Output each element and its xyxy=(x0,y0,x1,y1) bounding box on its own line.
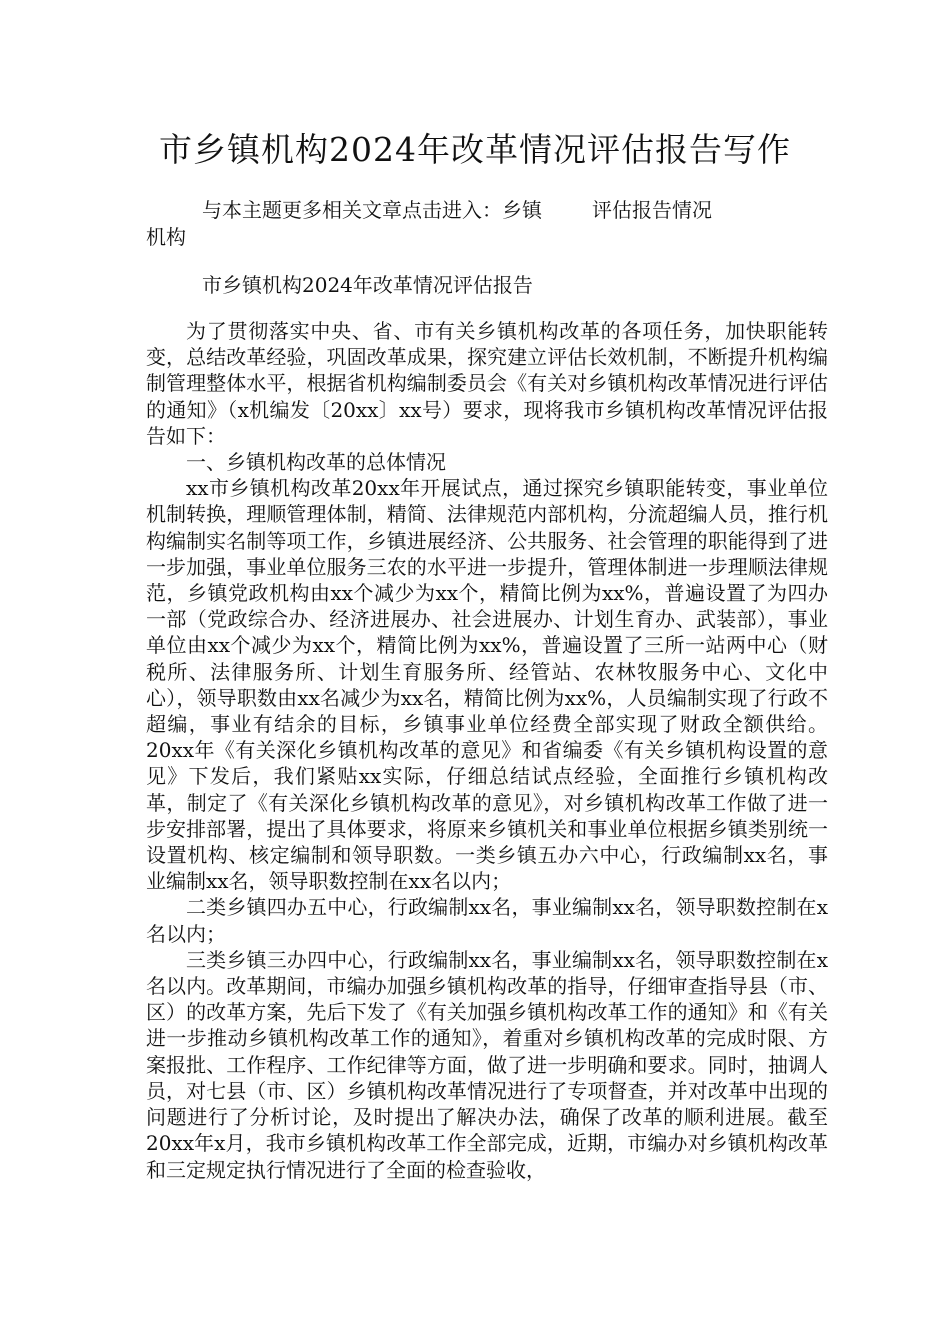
related-line xyxy=(146,197,826,224)
paragraph-intro: 为了贯彻落实中央、省、市有关乡镇机构改革的各项任务，加快职能转变，总结改革经验，巩固改革成果，探究建立评估长效机制，不断提升机构编制管理整体水平，根据省机构编制委员会《有关对乡镇机构改革情况进行评估的通知》（x机编发〔20xx〕xx号）要求，现将我市乡镇机构改革情况评估报告如下： xyxy=(146,319,828,448)
related-articles xyxy=(146,197,826,251)
paragraph-class-three: 三类乡镇三办四中心，行政编制xx名，事业编制xx名，领导职数控制在x名以内。改革期间，市编办加强乡镇机构改革的指导，仔细审查指导县（市、区）的改革方案，先后下发了《有关加强乡镇机构改革工作的通知》和《有关进一步推动乡镇机构改革工作的通知》，着重对乡镇机构改革的完成时限、方案报批、工作程序、工作纪律等方面，做了进一步明确和要求。同时，抽调人员，对七县（市、区）乡镇机构改革情况进行了专项督查，并对改革中出现的问题进行了分析讨论，及时提出了解决办法，确保了改革的顺利进展。截至20xx年x月，我市乡镇机构改革工作全部完成，近期，市编办对乡镇机构改革和三定规定执行情况进行了全面的检查验收， xyxy=(146,947,828,1182)
related-link-report[interactable]: 评估报告情况 xyxy=(592,198,712,222)
paragraph-overview: xx市乡镇机构改革20xx年开展试点，通过探究乡镇职能转变，事业单位机制转换，理顺管理体制，精简、法律规范内部机构，分流超编人员，推行机构编制实名制等项工作，乡镇进展经济、公共服务、社会管理的职能得到了进一步加强，事业单位服务三农的水平进一步提升，管理体制进一步理顺法律规范，乡镇党政机构由xx个减少为xx个，精简比例为xx%，普遍设置了为四办一部（党政综合办、经济进展办、社会进展办、计划生育办、武装部），事业单位由xx个减少为xx个，精简比例为xx%，普遍设置了三所一站两中心（财税所、法律服务所、计划生育服务所、经管站、农林牧服务中心、文化中心），领导职数由xx名减少为xx名，精简比例为xx%，人员编制实现了行政不超编，事业有结余的目标，乡镇事业单位经费全部实现了财政全额供给。20xx年《有关深化乡镇机构改革的意见》和省编委《有关乡镇机构设置的意见》下发后，我们紧贴xx实际，仔细总结试点经验，全面推行乡镇机构改革，制定了《有关深化乡镇机构改革的意见》，对乡镇机构改革工作做了进一步安排部署，提出了具体要求，将原来乡镇机关和事业单位根据乡镇类别统一设置机构、核定编制和领导职数。一类乡镇五办六中心，行政编制xx名，事业编制xx名，领导职数控制在xx名以内； xyxy=(146,476,828,894)
document-title: 市乡镇机构2024年改革情况评估报告写作 xyxy=(159,130,791,169)
paragraph-class-two: 二类乡镇四办五中心，行政编制xx名，事业编制xx名，领导职数控制在x名以内； xyxy=(146,895,828,946)
document-subtitle: 市乡镇机构2024年改革情况评估报告 xyxy=(202,273,533,297)
related-link-institution[interactable]: 机构 xyxy=(146,225,186,249)
section-heading-1: 一、乡镇机构改革的总体情况 xyxy=(186,450,446,475)
related-prefix: 与本主题更多相关文章点击进入：乡镇 xyxy=(202,198,542,222)
document-body xyxy=(146,318,828,1183)
